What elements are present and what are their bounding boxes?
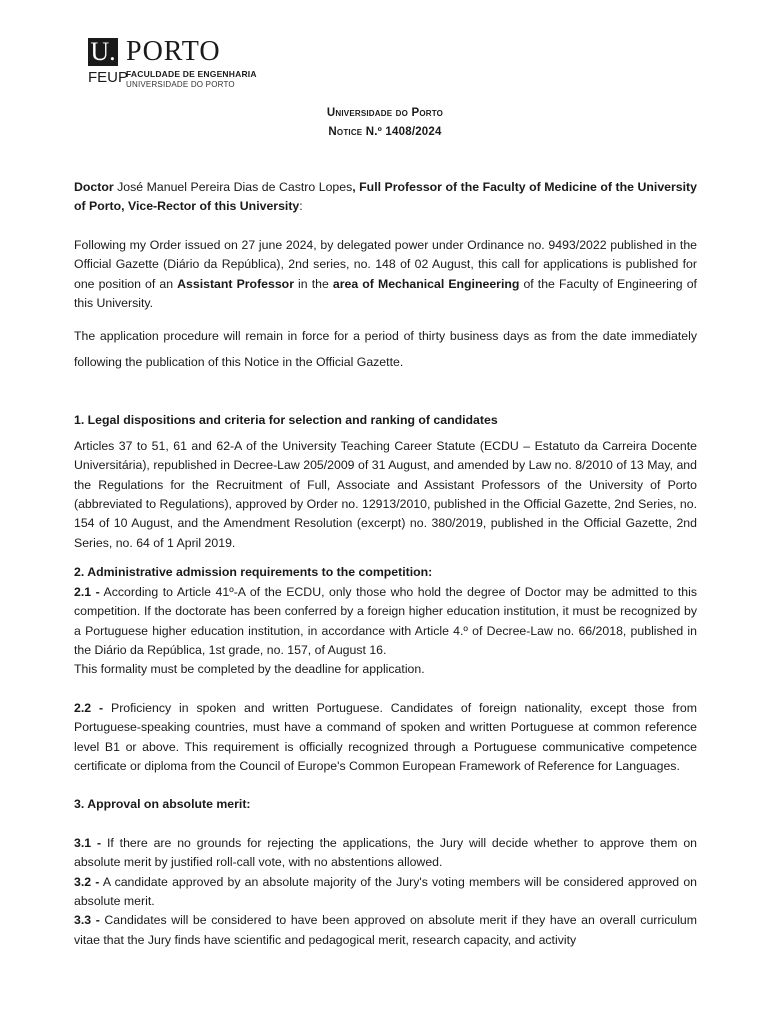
section3-title: 3. Approval on absolute merit: [74, 797, 251, 812]
section3-item1 [74, 834, 697, 873]
university-heading: Universidade do Porto [326, 107, 444, 119]
section2-item1-note: This formality must be completed by the deadline for application. [74, 662, 425, 677]
procedure-paragraph: The application procedure will remain in force for a period of thirty business days as from the date immediately following the publication of this Notice in the Official Gazette. [74, 329, 697, 370]
position-name: Assistant Professor [177, 276, 294, 291]
section3-item3 [74, 911, 697, 950]
section1-title: 1. Legal dispositions and criteria for selection and ranking of candidates [74, 413, 498, 428]
section2-item2 [74, 699, 697, 777]
order-paragraph [74, 236, 697, 314]
section3-item1-label: 3.1 - [74, 835, 102, 850]
intro-paragraph [74, 178, 697, 217]
section3-item3-label: 3.3 - [74, 913, 100, 928]
section3-item2 [74, 873, 697, 912]
signatory-title: , Full Professor of the Faculty of Medicine of the University of Porto, Vice-Rector of this University [74, 180, 697, 214]
order-text-3: of the Faculty of Engineering of this University. [74, 276, 697, 311]
logo-university-name: UNIVERSIDADE DO PORTO [126, 80, 235, 89]
doctor-label: Doctor [74, 180, 114, 194]
area-name: area of Mechanical Engineering [332, 276, 520, 291]
order-text-1: Following my Order issued on 27 june 2024, by delegated power under Ordinance no. 9493/2022 published in the Official Gazette (Diário da República), 2nd series, no. 148 of 02 August, this call for applications is published for one position of an [74, 237, 697, 291]
section3-item3-text: Candidates will be considered to have been approved on absolute merit if they have an overall curriculum vitae that the Jury finds have scientific and pedagogical merit, research capacity, and activity [74, 913, 698, 947]
university-logo [88, 38, 288, 94]
section3-item2-text: A candidate approved by an absolute majority of the Jury's voting members will be considered approved on absolute merit. [74, 874, 697, 908]
section2-item2-text: Proficiency in spoken and written Portuguese. Candidates of foreign nationality, except those from Portuguese-speaking countries, must have a command of spoken and written Portuguese at common reference level B1 or above. This requirement is officially recognized through a Portuguese communicative competence certificate or diploma from the Council of Europe's Common European Framework of Reference for Languages. [74, 700, 698, 773]
logo-faculty-name: FACULDADE DE ENGENHARIA [126, 69, 257, 79]
logo-feup-text: FEUP [88, 69, 129, 86]
section2-item1 [74, 583, 697, 661]
order-text-2: in the [293, 276, 333, 291]
notice-number: Notice N.º 1408/2024 [328, 126, 442, 138]
section3-item2-label: 3.2 - [74, 874, 100, 889]
logo-u-box: U. [88, 38, 118, 66]
logo-porto-text: PORTO [126, 36, 221, 67]
section2-item2-label: 2.2 - [74, 700, 104, 715]
signatory-name: José Manuel Pereira Dias de Castro Lopes [113, 180, 353, 194]
section2-item1-label: 2.1 - [74, 584, 100, 599]
section2-item1-text: According to Article 41º-A of the ECDU, only those who hold the degree of Doctor may be admitted to this competition. If the doctorate has been conferred by a foreign higher education institution, it must be recognized by a Portuguese higher education institution, in accordance with Article 4.º of Decree-Law no. 66/2018, published in the Diário da República, 1st grade, no. 157, of August 16. [74, 584, 697, 657]
section3-item1-text: If there are no grounds for rejecting the applications, the Jury will decide whether to approve them on absolute merit by justified roll-call vote, with no abstentions allowed. [74, 835, 698, 870]
section1-text: Articles 37 to 51, 61 and 62-A of the University Teaching Career Statute (ECDU – Estatuto da Carreira Docente Universitária), republished in Decree-Law 205/2009 of 31 August, and amended by Law no. 8/2010 of 13 May, and the Regulations for the Recruitment of Full, Associate and Assistant Professors of the University of Porto (abbreviated to Regulations), approved by Order no. 12913/2010, published in the Official Gazette, 2nd Series, no. 154 of 10 August, and the Amendment Resolution (excerpt) no. 380/2019, published in the Official Gazette, 2nd Series, no. 64 of 1 April 2019. [74, 438, 697, 550]
document-body [74, 178, 697, 950]
intro-colon: : [299, 199, 303, 214]
section2-title: 2. Administrative admission requirements to the competition: [74, 565, 433, 580]
